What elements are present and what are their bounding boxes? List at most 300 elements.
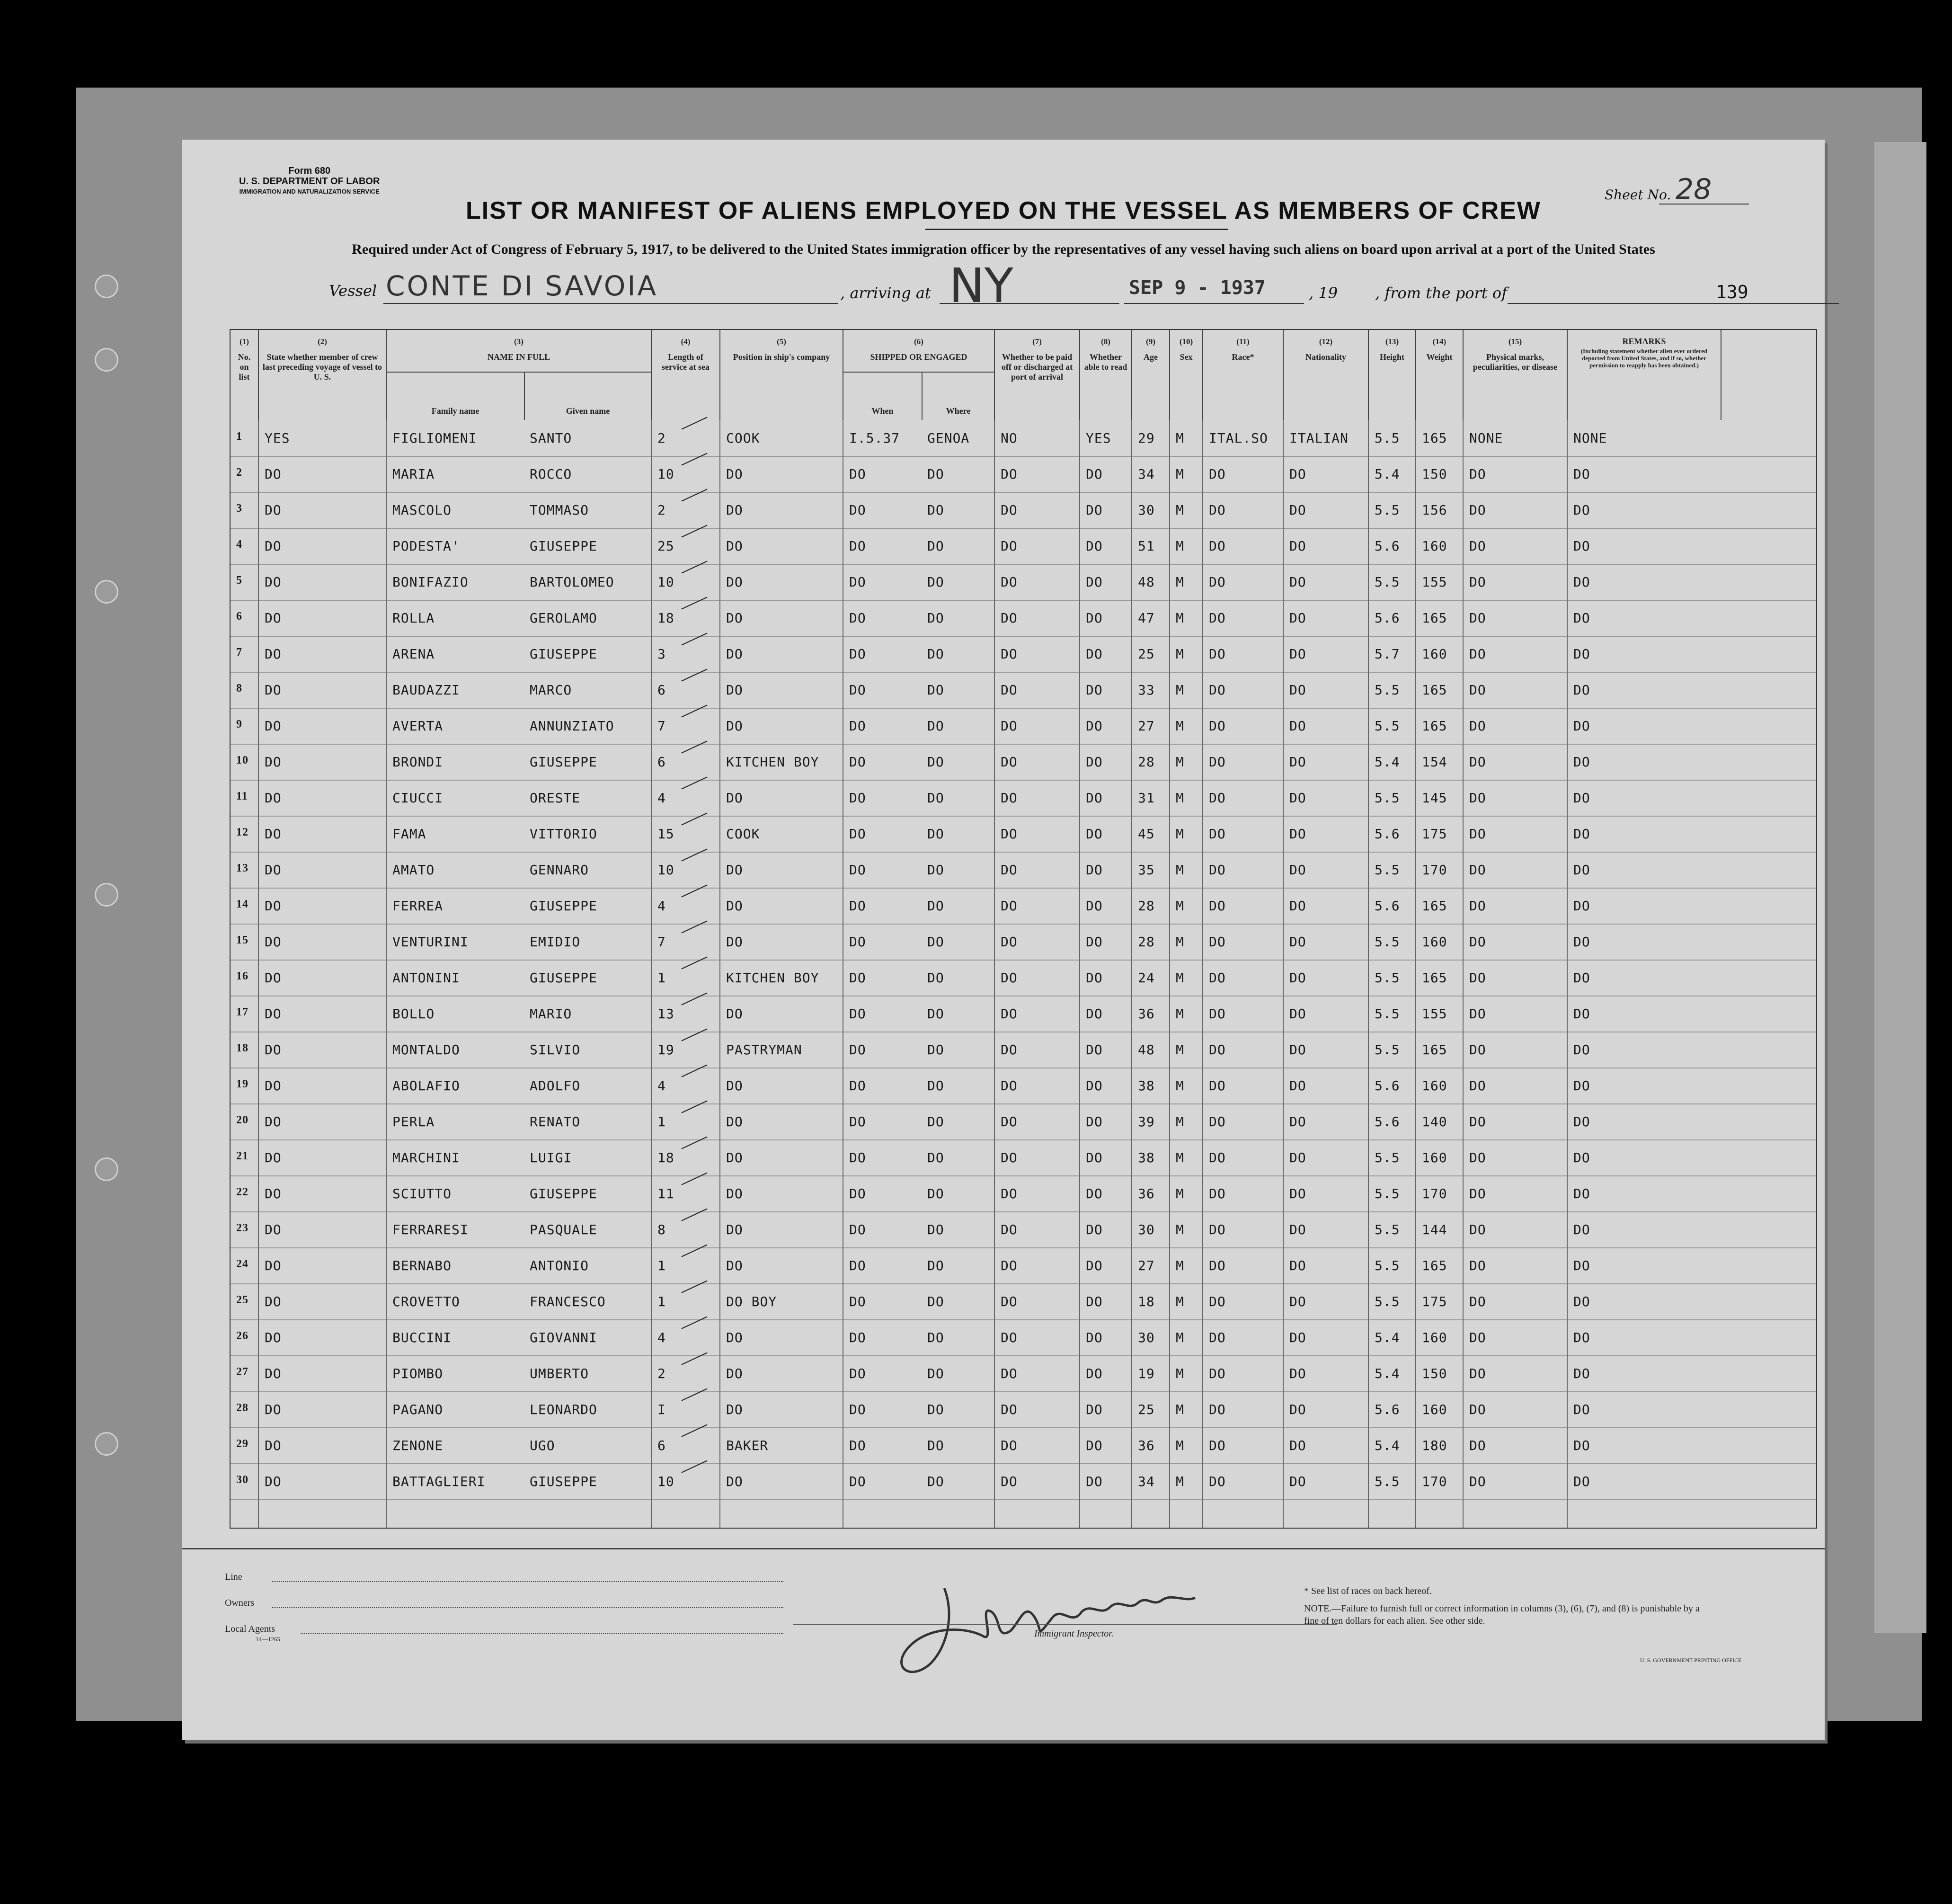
cell-remarks: DO [1573,1438,1590,1453]
cell-paid: DO [1001,718,1018,734]
column-header [1080,330,1132,420]
cell-given: GEROLAMO [530,610,597,626]
cell-family: BONIFAZIO [392,574,469,590]
cell-sex: M [1176,1474,1184,1489]
cell-height: 5.4 [1375,466,1400,482]
cell-marks: DO [1469,646,1486,662]
cell-race: DO [1209,1330,1226,1345]
cell-family: BOLLO [392,1006,435,1022]
cell-service: 1 [657,1258,666,1273]
cell-nationality: DO [1289,574,1306,590]
cell-when: DO [849,1366,866,1381]
arriving-label: , arriving at [840,284,931,302]
cell-when: DO [849,1222,866,1237]
column-rule [1169,420,1170,1528]
cell-position: DO [726,1366,743,1381]
cell-family: MARCHINI [392,1150,460,1166]
cell-service: 4 [657,1330,666,1345]
cell-given: GIUSEPPE [530,754,597,770]
subheader-divider [524,372,525,420]
cell-marks: DO [1469,1258,1486,1273]
cell-no: 12 [236,826,248,838]
cell-marks: DO [1469,826,1486,842]
column-header [1464,330,1568,420]
cell-read: DO [1086,1186,1103,1201]
line-field [272,1581,783,1582]
cell-when: DO [849,1006,866,1022]
cell-position: DO BOY [726,1294,777,1309]
cell-weight: 160 [1422,934,1447,950]
cell-sex: M [1176,1366,1184,1381]
column-rule [1415,420,1416,1528]
cell-marks: DO [1469,1114,1486,1130]
cell-race: DO [1209,934,1226,950]
table-row [231,672,1816,709]
cell-no: 11 [236,790,248,802]
cell-sex: M [1176,430,1184,446]
cell-height: 5.6 [1375,1402,1400,1417]
cell-read: DO [1086,1006,1103,1022]
cell-age: 36 [1138,1438,1155,1453]
table-row [231,420,1816,457]
cell-height: 5.4 [1375,1330,1400,1345]
column-header [995,330,1080,420]
cell-sex: M [1176,1258,1184,1273]
cell-height: 5.6 [1375,898,1400,914]
cell-weight: 165 [1422,898,1447,914]
table-row [231,564,1816,601]
cell-race: DO [1209,574,1226,590]
cell-position: DO [726,1258,743,1273]
cell-read: DO [1086,1078,1103,1094]
cell-age: 38 [1138,1150,1155,1166]
cell-nationality: DO [1289,1258,1306,1273]
table-row [231,1355,1816,1392]
cell-where: DO [927,1438,944,1453]
column-subheader: Given name [566,406,610,416]
cell-family: PERLA [392,1114,435,1130]
cell-no: 16 [236,970,248,982]
cell-sex: M [1176,898,1184,914]
cell-age: 29 [1138,430,1155,446]
cell-given: UGO [530,1438,555,1453]
cell-sex: M [1176,862,1184,878]
cell-position: DO [726,538,743,554]
cell-height: 5.5 [1375,574,1400,590]
cell-read: DO [1086,1258,1103,1273]
cell-prev: DO [265,682,282,698]
cell-marks: DO [1469,790,1486,806]
cell-remarks: DO [1573,1366,1590,1381]
cell-where: DO [927,934,944,950]
column-subheader: When [871,406,894,416]
table-row [231,1139,1816,1176]
cell-weight: 156 [1422,502,1447,518]
column-title: Position in ship's company [733,352,830,362]
cell-service: 7 [657,718,666,734]
cell-nationality: DO [1289,934,1306,950]
cell-service: 6 [657,1438,666,1453]
vessel-rule [383,303,838,304]
cell-read: DO [1086,1042,1103,1058]
form-number: Form 680 [288,166,331,176]
cell-given: GIUSEPPE [530,1474,597,1489]
cell-where: DO [927,1366,944,1381]
cell-no: 4 [236,538,242,551]
cell-nationality: DO [1289,1150,1306,1166]
cell-family: FAMA [392,826,426,842]
cell-race: DO [1209,862,1226,878]
cell-read: DO [1086,970,1103,986]
cell-paid: DO [1001,862,1018,878]
cell-read: DO [1086,610,1103,626]
cell-given: GENNARO [530,862,589,878]
cell-service: 10 [657,1474,674,1489]
cell-sex: M [1176,718,1184,734]
cell-when: DO [849,466,866,482]
table-row [231,636,1816,673]
cell-service: 4 [657,1078,666,1094]
cell-weight: 170 [1422,862,1447,878]
cell-when: DO [849,1186,866,1201]
cell-prev: DO [265,502,282,518]
cell-position: DO [726,862,743,878]
cell-where: DO [927,1474,944,1489]
cell-sex: M [1176,1330,1184,1345]
cell-age: 35 [1138,862,1155,878]
cell-marks: DO [1469,970,1486,986]
cell-read: DO [1086,898,1103,914]
cell-age: 36 [1138,1186,1155,1201]
cell-remarks: DO [1573,1294,1590,1309]
cell-no: 30 [236,1474,248,1486]
cell-remarks: DO [1573,1114,1590,1130]
cell-prev: DO [265,1474,282,1489]
cell-where: DO [927,754,944,770]
cell-where: DO [927,682,944,698]
table-row [231,1068,1816,1104]
column-number: (14) [1432,337,1446,346]
cell-service: 4 [657,898,666,914]
cell-sex: M [1176,1042,1184,1058]
cell-position: DO [726,1402,743,1417]
cell-given: ORESTE [530,790,581,806]
table-row [231,1032,1816,1068]
cell-paid: DO [1001,898,1018,914]
cell-remarks: DO [1573,1258,1590,1273]
cell-sex: M [1176,1438,1184,1453]
table-row [231,924,1816,961]
cell-family: ANTONINI [392,970,460,986]
title-underline [925,229,1228,230]
punch-hole [95,883,118,907]
cell-read: DO [1086,1294,1103,1309]
cell-prev: DO [265,646,282,662]
cell-nationality: DO [1289,970,1306,986]
cell-where: GENOA [927,430,970,446]
cell-when: DO [849,538,866,554]
cell-sex: M [1176,1006,1184,1022]
cell-family: BRONDI [392,754,444,770]
cell-prev: DO [265,898,282,914]
cell-when: DO [849,1042,866,1058]
cell-paid: DO [1001,1294,1018,1309]
column-title: No. on list [238,352,251,382]
cell-prev: DO [265,466,282,482]
cell-given: ADOLFO [530,1078,581,1094]
cell-service: 15 [657,826,674,842]
cell-race: DO [1209,610,1226,626]
column-rule [1202,420,1203,1528]
cell-position: DO [726,790,743,806]
table-row [231,996,1816,1032]
cell-given: TOMMASO [530,502,589,518]
cell-height: 5.6 [1375,1114,1400,1130]
cell-family: ZENONE [392,1438,444,1453]
column-header [231,330,259,420]
cell-height: 5.5 [1375,682,1400,698]
cell-prev: DO [265,1042,282,1058]
cell-race: DO [1209,1114,1226,1130]
cell-prev: DO [265,1294,282,1309]
cell-race: DO [1209,1006,1226,1022]
column-header [652,330,720,420]
page-stamp: 139 [1716,282,1748,303]
cell-service: 18 [657,610,674,626]
cell-height: 5.5 [1375,1006,1400,1022]
cell-nationality: DO [1289,1438,1306,1453]
year-label: , 19 [1309,284,1338,302]
cell-remarks: DO [1573,502,1590,518]
table-row [231,816,1816,853]
cell-race: DO [1209,826,1226,842]
from-port-rule [1508,303,1839,304]
cell-service: 1 [657,1114,666,1130]
cell-family: FERRARESI [392,1222,469,1237]
cell-race: DO [1209,1474,1226,1489]
cell-nationality: DO [1289,718,1306,734]
cell-given: BARTOLOMEO [530,574,614,590]
cell-weight: 160 [1422,538,1447,554]
cell-weight: 165 [1422,430,1447,446]
cell-marks: DO [1469,538,1486,554]
cell-weight: 165 [1422,610,1447,626]
cell-prev: DO [265,934,282,950]
cell-race: DO [1209,466,1226,482]
cell-age: 30 [1138,1330,1155,1345]
cell-prev: DO [265,826,282,842]
column-header [1170,330,1203,420]
cell-remarks: DO [1573,1042,1590,1058]
cell-marks: DO [1469,1006,1486,1022]
sheet-number-rule [1659,204,1749,205]
cell-paid: DO [1001,826,1018,842]
cell-paid: DO [1001,754,1018,770]
cell-service: I [657,1402,666,1417]
subheader-rule [843,372,994,373]
cell-prev: DO [265,538,282,554]
cell-position: DO [726,1150,743,1166]
cell-prev: DO [265,1114,282,1130]
cell-race: DO [1209,1438,1226,1453]
cell-family: AVERTA [392,718,444,734]
cell-family: MASCOLO [392,502,452,518]
cell-marks: DO [1469,1366,1486,1381]
cell-remarks: DO [1573,862,1590,878]
cell-service: 18 [657,1150,674,1166]
table-row [231,852,1816,889]
cell-marks: DO [1469,502,1486,518]
cell-age: 51 [1138,538,1155,554]
cell-weight: 180 [1422,1438,1447,1453]
cell-position: DO [726,934,743,950]
cell-where: DO [927,1042,944,1058]
cell-where: DO [927,538,944,554]
cell-remarks: DO [1573,1006,1590,1022]
column-number: (11) [1236,337,1250,346]
cell-sex: M [1176,1186,1184,1201]
cell-service: 6 [657,682,666,698]
cell-remarks: DO [1573,1402,1590,1417]
cell-position: DO [726,646,743,662]
cell-weight: 150 [1422,1366,1447,1381]
cell-race: DO [1209,1078,1226,1094]
cell-paid: DO [1001,610,1018,626]
cell-paid: DO [1001,1402,1018,1417]
cell-when: I.5.37 [849,430,900,446]
cell-service: 2 [657,1366,666,1381]
cell-read: YES [1086,430,1111,446]
cell-paid: DO [1001,502,1018,518]
cell-sex: M [1176,1222,1184,1237]
cell-height: 5.5 [1375,1294,1400,1309]
cell-service: 25 [657,538,674,554]
cell-position: DO [726,682,743,698]
cell-family: BAUDAZZI [392,682,460,698]
table-row [231,456,1816,493]
cell-family: VENTURINI [392,934,469,950]
cell-marks: DO [1469,1438,1486,1453]
cell-prev: DO [265,1186,282,1201]
column-rule [651,420,652,1528]
cell-race: DO [1209,1186,1226,1201]
cell-nationality: DO [1289,754,1306,770]
cell-remarks: DO [1573,1078,1590,1094]
cell-position: DO [726,718,743,734]
cell-nationality: DO [1289,1294,1306,1309]
cell-age: 18 [1138,1294,1155,1309]
cell-prev: DO [265,1402,282,1417]
table-row [231,1463,1816,1500]
cell-no: 2 [236,466,242,479]
column-rule [386,420,387,1528]
cell-service: 10 [657,862,674,878]
cell-family: MARIA [392,466,435,482]
cell-family: FERREA [392,898,444,914]
column-title: REMARKS [1622,337,1666,346]
cell-family: MONTALDO [392,1042,460,1058]
cell-prev: DO [265,1330,282,1345]
column-number: (5) [777,337,786,346]
cell-weight: 140 [1422,1114,1447,1130]
cell-race: DO [1209,790,1226,806]
cell-marks: DO [1469,754,1486,770]
cell-service: 4 [657,790,666,806]
cell-when: DO [849,1078,866,1094]
punch-hole [95,580,118,604]
cell-given: GIUSEPPE [530,538,597,554]
cell-marks: DO [1469,1042,1486,1058]
cell-prev: DO [265,790,282,806]
cell-height: 5.5 [1375,1474,1400,1489]
cell-sex: M [1176,538,1184,554]
cell-weight: 160 [1422,1150,1447,1166]
cell-height: 5.5 [1375,1150,1400,1166]
cell-when: DO [849,610,866,626]
cell-nationality: DO [1289,466,1306,482]
cell-sex: M [1176,610,1184,626]
column-title: Physical marks, peculiarities, or disease [1473,352,1558,372]
cell-nationality: DO [1289,610,1306,626]
cell-remarks: DO [1573,1330,1590,1345]
cell-family: PIOMBO [392,1366,444,1381]
cell-where: DO [927,574,944,590]
cell-age: 36 [1138,1006,1155,1022]
cell-paid: NO [1001,430,1018,446]
cell-remarks: DO [1573,574,1590,590]
cell-family: ROLLA [392,610,435,626]
cell-age: 27 [1138,718,1155,734]
cell-read: DO [1086,466,1103,482]
cell-paid: DO [1001,574,1018,590]
cell-prev: DO [265,1222,282,1237]
cell-race: DO [1209,646,1226,662]
line-label: Line [225,1572,242,1582]
cell-race: DO [1209,538,1226,554]
cell-weight: 160 [1422,1330,1447,1345]
column-header [843,330,995,420]
cell-marks: DO [1469,610,1486,626]
cell-marks: NONE [1469,430,1503,446]
column-number: (13) [1385,337,1399,346]
cell-prev: DO [265,1438,282,1453]
cell-when: DO [849,862,866,878]
table-row [231,708,1816,745]
cell-remarks: DO [1573,646,1590,662]
column-number: (4) [681,337,691,346]
cell-paid: DO [1001,1042,1018,1058]
cell-age: 25 [1138,1402,1155,1417]
cell-weight: 145 [1422,790,1447,806]
cell-position: BAKER [726,1438,769,1453]
cell-no: 6 [236,610,242,623]
cell-when: DO [849,718,866,734]
cell-given: GIUSEPPE [530,898,597,914]
cell-paid: DO [1001,1258,1018,1273]
cell-paid: DO [1001,1366,1018,1381]
form-subtitle: Required under Act of Congress of February 5, 1917, to be delivered to the United States immigration officer by the representatives of any vessel having such aliens on board upon arrival at a port of the United States [352,241,1655,257]
cell-when: DO [849,1402,866,1417]
cell-position: DO [726,1222,743,1237]
table-row [231,888,1816,925]
table-row [231,1175,1816,1212]
cell-no: 10 [236,754,248,766]
cell-where: DO [927,1222,944,1237]
cell-age: 39 [1138,1114,1155,1130]
cell-paid: DO [1001,1150,1018,1166]
cell-marks: DO [1469,466,1486,482]
cell-weight: 155 [1422,1006,1447,1022]
